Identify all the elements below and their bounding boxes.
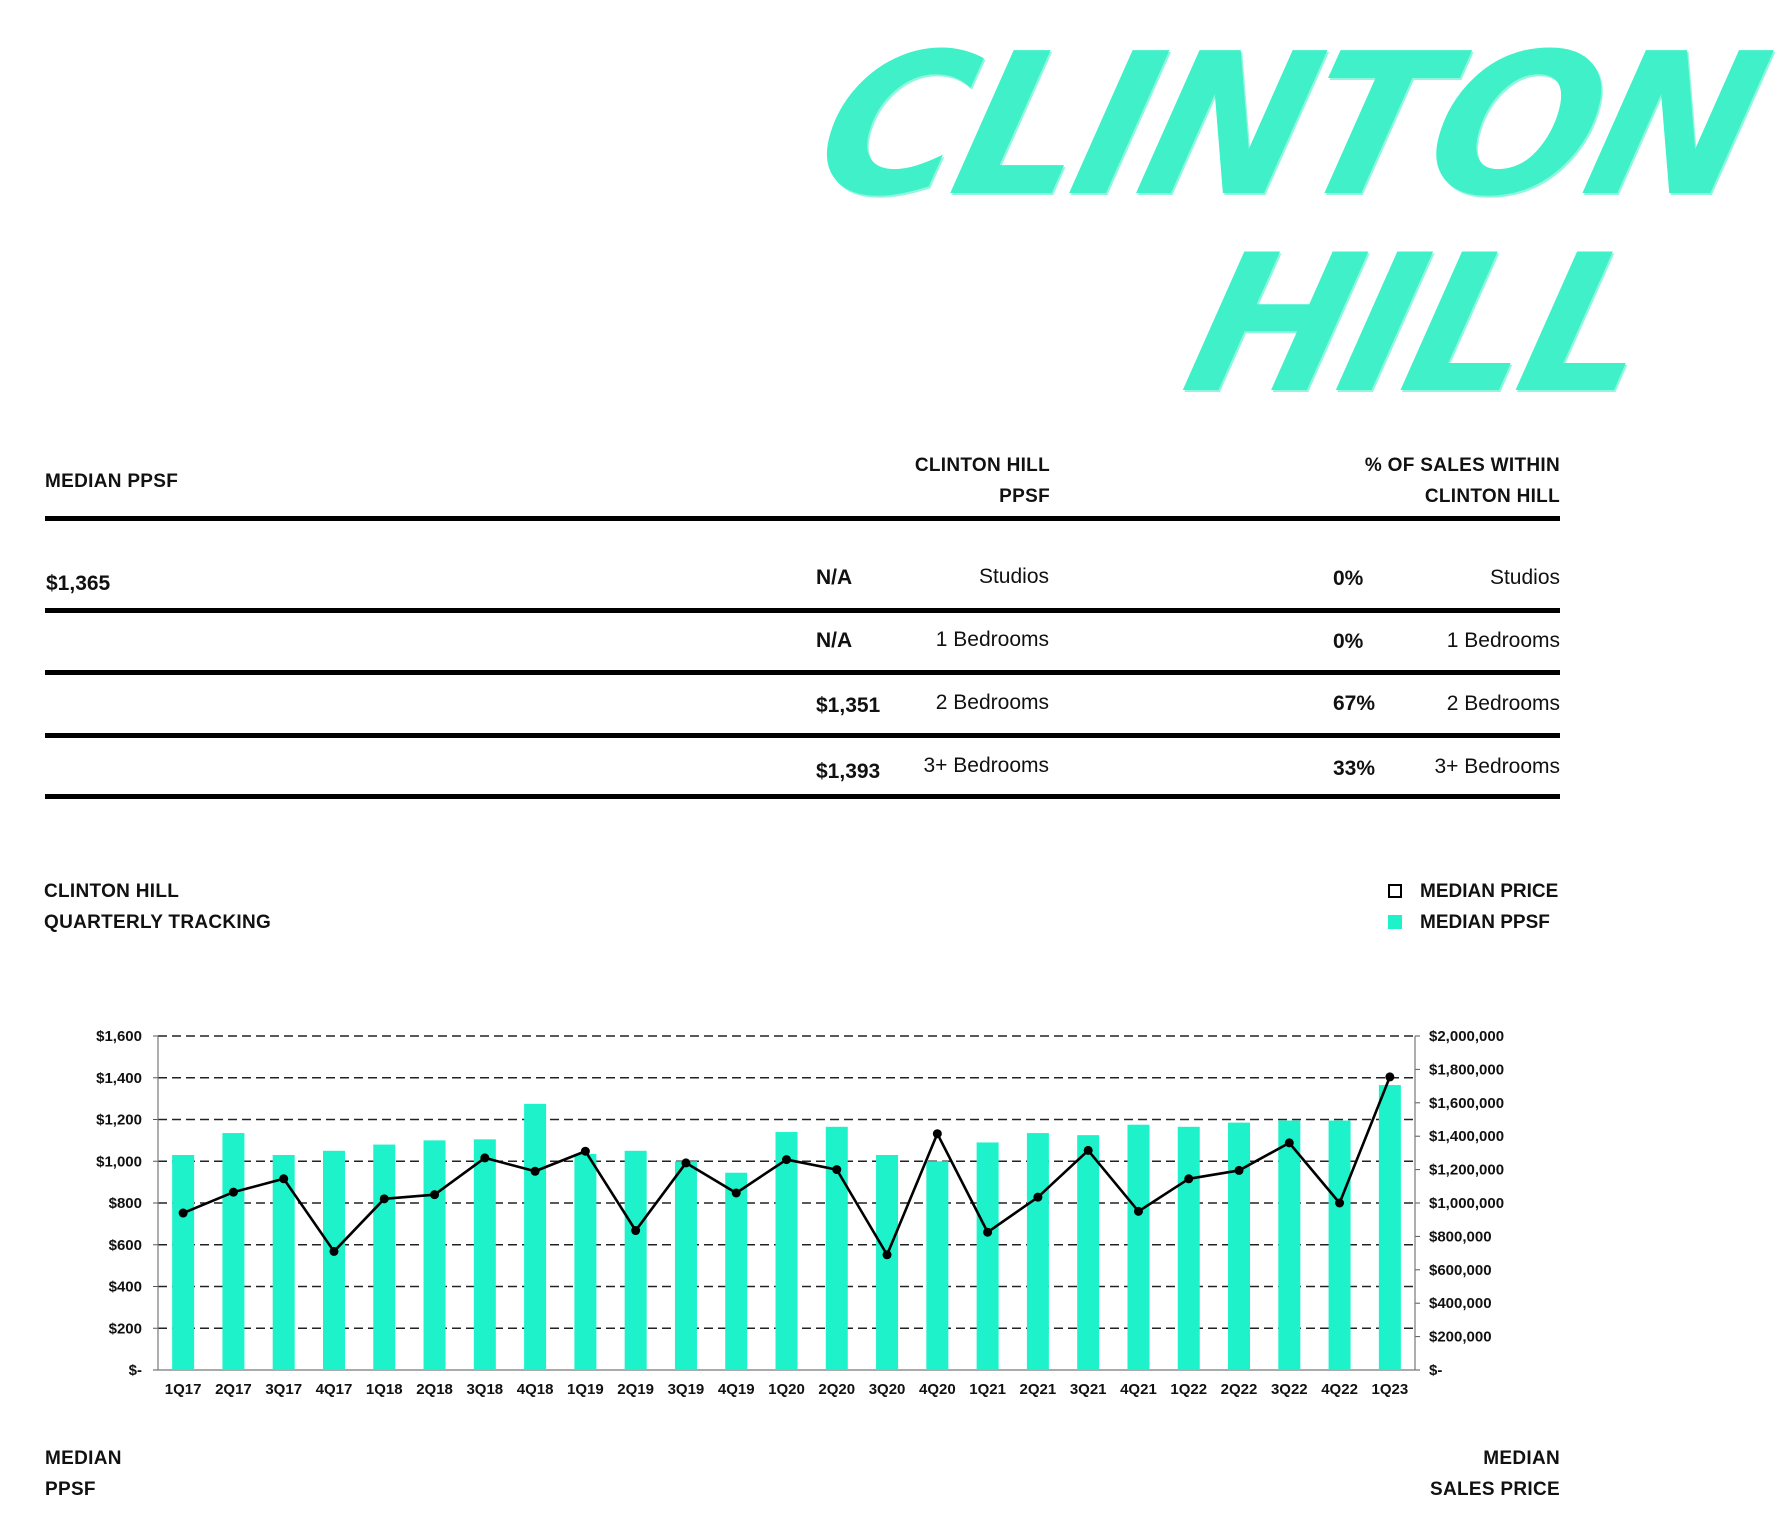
median-price-point — [380, 1194, 389, 1203]
hero-title-line2: HILL — [1167, 214, 1671, 435]
row-3bed-label-2: 3+ Bedrooms — [1434, 755, 1560, 778]
x-tick-label: 1Q18 — [365, 1381, 403, 1398]
right-axis-tick-label: $1,200,000 — [1429, 1161, 1505, 1179]
median-price-point — [480, 1153, 489, 1162]
row-1bed-label: 1 Bedrooms — [935, 628, 1049, 651]
row-2bed-label-2: 2 Bedrooms — [1446, 692, 1560, 715]
legend-price-swatch — [1388, 884, 1402, 898]
median-ppsf-value: $1,365 — [46, 572, 111, 595]
x-tick-label: 1Q23 — [1371, 1381, 1409, 1398]
row-studios-pct: 0% — [1333, 567, 1364, 590]
median-price-point — [1285, 1138, 1294, 1147]
clinton-hill-ppsf-header-line2: PPSF — [999, 486, 1050, 507]
row-3bed-label: 3+ Bedrooms — [923, 754, 1049, 777]
x-tick-label: 3Q19 — [667, 1381, 705, 1398]
row-studios-label: Studios — [978, 565, 1049, 588]
x-tick-label: 3Q21 — [1069, 1381, 1107, 1398]
bar — [574, 1154, 596, 1370]
median-price-point — [832, 1165, 841, 1174]
section-title-line1: CLINTON HILL — [44, 881, 180, 902]
bar — [424, 1140, 446, 1370]
bar — [826, 1127, 848, 1370]
hero-title — [780, 10, 1781, 435]
bar — [625, 1151, 647, 1370]
row-2bed-label: 2 Bedrooms — [935, 691, 1049, 714]
row-2bed-ppsf: $1,351 — [816, 694, 881, 717]
row-studios-ppsf: N/A — [816, 566, 853, 589]
bar — [273, 1155, 295, 1370]
bar — [474, 1139, 496, 1370]
median-price-point — [581, 1147, 590, 1156]
hero-title-line1: CLINTON — [796, 12, 1781, 240]
bar — [977, 1142, 999, 1370]
row-studios-label-2: Studios — [1489, 566, 1560, 589]
left-axis-tick-label: $600 — [108, 1236, 142, 1254]
legend-ppsf-swatch — [1388, 915, 1402, 929]
x-tick-label: 3Q20 — [868, 1381, 906, 1398]
x-tick-label: 1Q20 — [768, 1381, 805, 1398]
right-axis-tick-label: $1,000,000 — [1429, 1195, 1505, 1212]
median-price-point — [1033, 1193, 1042, 1202]
bar — [1379, 1085, 1401, 1370]
median-price-point — [1335, 1199, 1344, 1208]
row-3bed-pct: 33% — [1333, 757, 1376, 780]
left-axis-tick-label: $1,000 — [96, 1153, 142, 1171]
bar — [675, 1161, 697, 1370]
left-axis-tick-label: $200 — [108, 1320, 142, 1338]
row-3bed-ppsf: $1,393 — [816, 760, 881, 783]
legend-price-label: MEDIAN PRICE — [1420, 881, 1559, 902]
right-axis-tick-label: $600,000 — [1429, 1261, 1492, 1279]
row-2bed-pct: 67% — [1333, 692, 1376, 715]
right-axis-title-line1: MEDIAN — [1483, 1448, 1560, 1469]
legend-median-ppsf — [1388, 912, 1550, 934]
bar — [1027, 1133, 1049, 1370]
x-tick-label: 4Q21 — [1120, 1381, 1157, 1398]
median-price-point — [1235, 1166, 1244, 1175]
right-axis-tick-label: $400,000 — [1429, 1295, 1492, 1313]
row-1bed-pct: 0% — [1333, 630, 1364, 653]
median-price-point — [430, 1190, 439, 1199]
quarterly-tracking-chart — [0, 1000, 1600, 1420]
section-title — [44, 876, 271, 938]
right-axis-tick-label: $1,800,000 — [1429, 1061, 1505, 1079]
median-price-point — [883, 1250, 892, 1259]
x-tick-label: 4Q18 — [516, 1381, 554, 1398]
x-tick-label: 3Q22 — [1270, 1381, 1308, 1398]
clinton-hill-ppsf-header-line1: CLINTON HILL — [914, 455, 1050, 476]
x-tick-label: 2Q21 — [1019, 1381, 1057, 1398]
sales-share-header-line1: % OF SALES WITHIN — [1364, 455, 1560, 476]
bar — [172, 1155, 194, 1370]
median-price-point — [531, 1167, 540, 1176]
right-axis-tick-label: $- — [1429, 1362, 1443, 1379]
left-axis-tick-label: $800 — [108, 1195, 142, 1212]
table-row-rule — [45, 608, 1560, 613]
right-axis-title-line2: SALES PRICE — [1430, 1479, 1560, 1500]
table-row-rule — [45, 670, 1560, 675]
left-axis-tick-label: $- — [128, 1362, 142, 1379]
left-axis-tick-label: $1,400 — [96, 1069, 142, 1087]
x-tick-label: 4Q19 — [717, 1381, 755, 1398]
x-tick-label: 3Q17 — [265, 1381, 303, 1398]
median-price-point — [631, 1226, 640, 1235]
left-axis-title-line2: PPSF — [45, 1479, 96, 1500]
section-title-line2: QUARTERLY TRACKING — [44, 912, 272, 933]
median-price-point — [681, 1158, 690, 1167]
left-axis-title-line1: MEDIAN — [45, 1448, 122, 1469]
median-price-point — [1385, 1072, 1394, 1081]
bar — [1278, 1121, 1300, 1370]
clinton-hill-ppsf-header — [800, 450, 1050, 512]
left-axis-tick-label: $1,200 — [96, 1111, 142, 1129]
legend-ppsf-label: MEDIAN PPSF — [1420, 912, 1550, 933]
bar — [926, 1161, 948, 1370]
bar — [373, 1145, 395, 1370]
median-price-point — [179, 1209, 188, 1218]
median-ppsf-header: MEDIAN PPSF — [45, 471, 179, 492]
median-price-point — [329, 1247, 338, 1256]
bar — [323, 1151, 345, 1370]
bar — [776, 1132, 798, 1370]
legend-median-price — [1388, 881, 1558, 903]
right-axis-tick-label: $2,000,000 — [1429, 1028, 1505, 1045]
median-price-point — [229, 1188, 238, 1197]
median-price-point — [1084, 1146, 1093, 1155]
table-bottom-rule — [45, 794, 1560, 799]
x-tick-label: 2Q19 — [617, 1381, 655, 1398]
right-axis-tick-label: $1,600,000 — [1429, 1094, 1505, 1112]
right-axis-tick-label: $1,400,000 — [1429, 1128, 1505, 1146]
left-axis-tick-label: $1,600 — [96, 1028, 142, 1045]
left-axis-title — [45, 1443, 122, 1505]
x-tick-label: 4Q20 — [918, 1381, 956, 1398]
right-axis-title — [1300, 1443, 1560, 1505]
median-price-point — [732, 1188, 741, 1197]
median-price-point — [279, 1174, 288, 1183]
median-price-point — [782, 1155, 791, 1164]
bar — [1178, 1127, 1200, 1370]
row-1bed-label-2: 1 Bedrooms — [1446, 629, 1560, 652]
x-tick-label: 4Q22 — [1321, 1381, 1358, 1398]
bar — [1228, 1123, 1250, 1370]
x-tick-label: 1Q22 — [1170, 1381, 1208, 1398]
bar — [222, 1133, 244, 1370]
x-tick-label: 2Q17 — [215, 1381, 252, 1398]
x-tick-label: 3Q18 — [466, 1381, 504, 1398]
bar — [1127, 1125, 1149, 1370]
bar — [1329, 1121, 1351, 1370]
bar — [876, 1155, 898, 1370]
sales-share-header — [1260, 450, 1560, 512]
bar — [524, 1104, 546, 1370]
x-tick-label: 4Q17 — [315, 1381, 353, 1398]
left-axis-tick-label: $400 — [108, 1278, 142, 1296]
table-header-rule — [45, 516, 1560, 521]
bar — [725, 1173, 747, 1370]
bar — [1077, 1135, 1099, 1370]
median-price-point — [983, 1228, 992, 1237]
x-tick-label: 2Q18 — [416, 1381, 453, 1398]
x-tick-label: 1Q19 — [567, 1381, 604, 1398]
right-axis-tick-label: $800,000 — [1429, 1228, 1492, 1246]
median-price-point — [1134, 1207, 1143, 1216]
sales-share-header-line2: CLINTON HILL — [1424, 486, 1560, 507]
table-row-rule — [45, 733, 1560, 738]
x-tick-label: 1Q17 — [164, 1381, 202, 1398]
right-axis-tick-label: $200,000 — [1429, 1328, 1492, 1346]
x-tick-label: 1Q21 — [969, 1381, 1006, 1398]
x-tick-label: 2Q22 — [1220, 1381, 1258, 1398]
median-price-point — [933, 1129, 942, 1138]
median-price-point — [1184, 1174, 1193, 1183]
row-1bed-ppsf: N/A — [816, 629, 853, 652]
x-tick-label: 2Q20 — [818, 1381, 856, 1398]
